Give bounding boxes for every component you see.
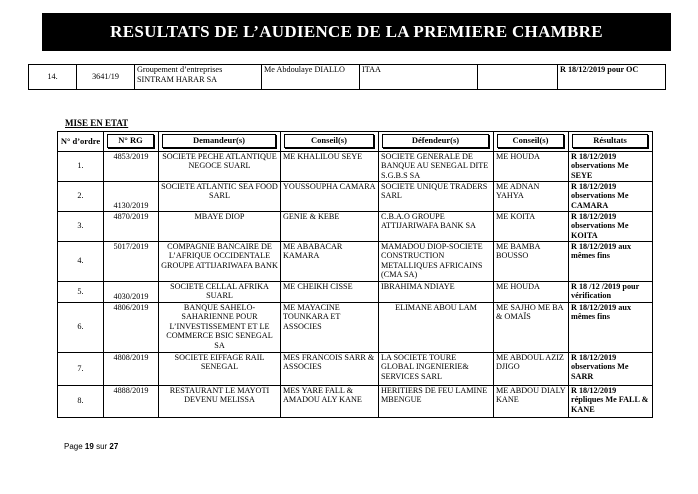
plaintiff-counsel: ME ABABACAR KAMARA [281,241,379,281]
defendant: ELIMANE ABOU LAM [379,302,494,352]
defendant-counsel [478,65,558,90]
table-row [29,65,666,90]
total-pages: 27 [109,442,119,451]
defendant-counsel: ME HOUDA [494,151,569,181]
table-row [58,241,653,281]
table-row [58,385,653,417]
result: R 18/12/2019 répliques Me FALL & KANE [569,385,653,417]
defendant-counsel: ME ADNAN YAHYA [494,181,569,211]
plaintiff: BANQUE SAHELO-SAHARIENNE POUR L’INVESTISSEMENT ET LE COMMERCE BSIC SENEGAL SA [159,302,281,352]
result: R 18/12/2019 pour OC [558,65,666,90]
plaintiff-counsel: GENIE & KEBE [281,211,379,241]
plaintiff: SOCIETE PECHE ATLANTIQUE NEGOCE SUARL [159,151,281,181]
defendant-counsel: ME ABDOU DIALY KANE [494,385,569,417]
defendant-counsel: ME KOITA [494,211,569,241]
header-results: Résultats [569,132,653,152]
plaintiff-counsel: ME CHEIKH CISSE [281,281,379,302]
result: R 18/12/2019 aux mêmes fins [569,241,653,281]
rg-number: 3641/19 [77,65,135,90]
rg-number: 4870/2019 [104,211,159,241]
plaintiff: Groupement d’entreprises SINTRAM HARAR SA [135,65,262,90]
defendant-counsel: ME HOUDA [494,281,569,302]
plaintiff-counsel: ME KHALILOU SEYE [281,151,379,181]
plaintiff-counsel: MES FRANCOIS SARR & ASSOCIES [281,352,379,385]
footer-separator: sur [96,442,108,451]
order-number: 8. [58,385,104,417]
order-number: 3. [58,211,104,241]
header-defendant: Défendeur(s) [379,132,494,152]
rg-number: 4806/2019 [104,302,159,352]
defendant-counsel: ME SAJHO ME BA & OMAÏS [494,302,569,352]
result: R 18/12/2019 observations Me SARR [569,352,653,385]
plaintiff-counsel: MES YARE FALL & AMADOU ALY KANE [281,385,379,417]
defendant-counsel: ME ABDOUL AZIZ DJIGO [494,352,569,385]
order-number: 5. [58,281,104,302]
table-row [58,151,653,181]
plaintiff-counsel: YOUSSOUPHA CAMARA [281,181,379,211]
result: R 18 /12 /2019 pour vérification [569,281,653,302]
order-number: 6. [58,302,104,352]
plaintiff: RESTAURANT LE MAYOTI DEVENU MELISSA [159,385,281,417]
order-number: 7. [58,352,104,385]
defendant: IBRAHIMA NDIAYE [379,281,494,302]
plaintiff: SOCIETE EIFFAGE RAIL SENEGAL [159,352,281,385]
plaintiff: SOCIETE CELLAL AFRIKA SUARL [159,281,281,302]
rg-number: 4130/2019 [104,181,159,211]
header-counsel: Conseil(s) [494,132,569,152]
result: R 18/12/2019 observations Me SEYE [569,151,653,181]
result: R 18/12/2019 observations Me CAMARA [569,181,653,211]
page-footer [64,442,118,451]
rg-number: 4888/2019 [104,385,159,417]
rg-number: 4853/2019 [104,151,159,181]
current-page-number: 19 [84,442,94,451]
order-number: 4. [58,241,104,281]
header-counsel: Conseil(s) [281,132,379,152]
table-row [58,181,653,211]
plaintiff: MBAYE DIOP [159,211,281,241]
result: R 18/12/2019 observations Me KOITA [569,211,653,241]
plaintiff-counsel: Me Abdoulaye DIALLO [262,65,360,90]
defendant: MAMADOU DIOP-SOCIETE CONSTRUCTION METALLIQUES AFRICAINS (CMA SA) [379,241,494,281]
defendant: ITAA [360,65,478,90]
result: R 18/12/2019 aux mêmes fins [569,302,653,352]
table-header-row [58,132,653,152]
header-plaintiff: Demandeur(s) [159,132,281,152]
table-row [58,211,653,241]
table-row [58,281,653,302]
header-order: N° d’ordre [58,132,104,152]
order-number: 2. [58,181,104,211]
table-row [58,302,653,352]
defendant-counsel: ME BAMBA BOUSSO [494,241,569,281]
defendant: HERITIERS DE FEU LAMINE MBENGUE [379,385,494,417]
page-title: RESULTATS DE L’AUDIENCE DE LA PREMIERE CHAMBRE [42,13,671,51]
plaintiff: SOCIETE ATLANTIC SEA FOOD SARL [159,181,281,211]
defendant: SOCIETE GENERALE DE BANQUE AU SENEGAL DITE S.G.B.S SA [379,151,494,181]
section-title: MISE EN ETAT [65,118,129,128]
order-number: 14. [29,65,77,90]
hearing-results-table [57,131,653,418]
table-row [58,352,653,385]
defendant: LA SOCIETE TOURE GLOBAL INGENIERIE& SERVICES SARL [379,352,494,385]
defendant: C.B.A.O GROUPE ATTIJARIWAFA BANK SA [379,211,494,241]
previous-case-table [28,64,666,90]
plaintiff: COMPAGNIE BANCAIRE DE L’AFRIQUE OCCIDENTALE GROUPE ATTIJARIWAFA BANK [159,241,281,281]
rg-number: 5017/2019 [104,241,159,281]
header-rg: N° RG [104,132,159,152]
rg-number: 4030/2019 [104,281,159,302]
footer-prefix: Page [64,442,83,451]
rg-number: 4808/2019 [104,352,159,385]
order-number: 1. [58,151,104,181]
plaintiff-counsel: ME MAYACINE TOUNKARA ET ASSOCIES [281,302,379,352]
defendant: SOCIETE UNIQUE TRADERS SARL [379,181,494,211]
